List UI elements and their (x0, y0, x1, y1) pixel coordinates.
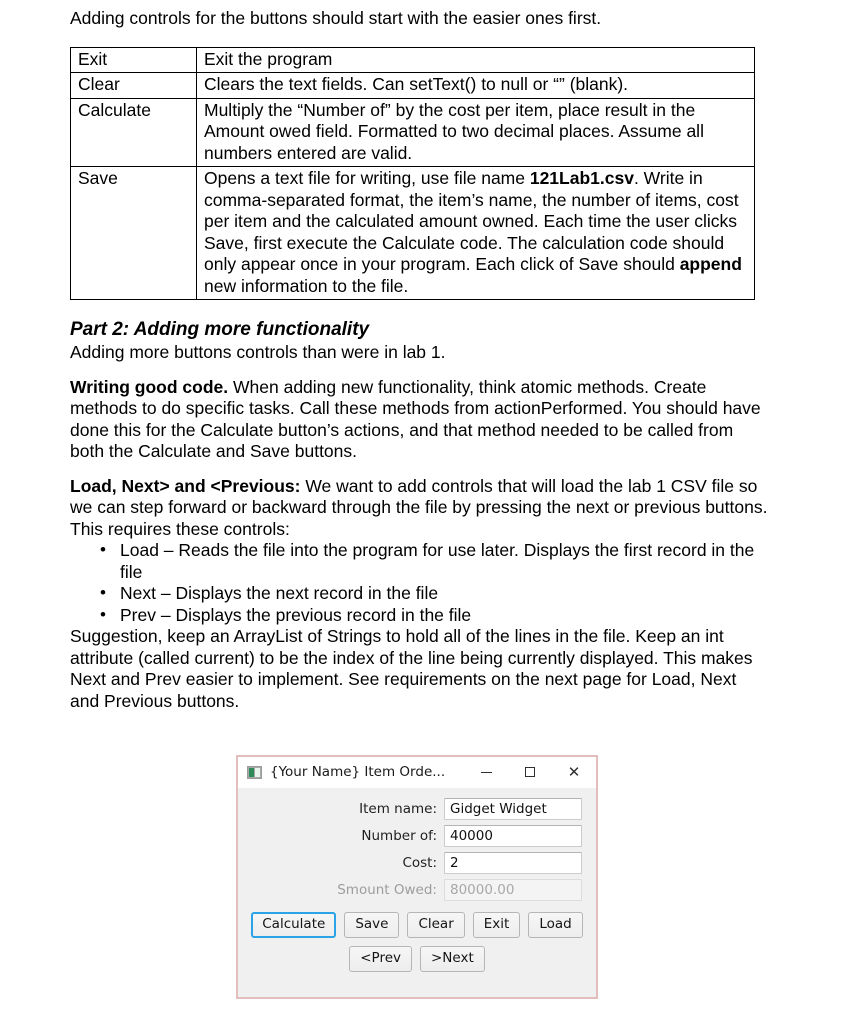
writing-good-code-lead: Writing good code. (70, 376, 229, 397)
item-order-app-window (236, 755, 598, 999)
prev-button[interactable]: <Prev (349, 946, 412, 972)
next-button[interactable]: >Next (420, 946, 485, 972)
app-window-title: {Your Name} Item Orde... (270, 764, 446, 780)
number-of-input[interactable]: 40000 (444, 825, 582, 847)
list-item: • Load – Reads the file into the program for use later. Displays the first record in the file (100, 540, 770, 583)
clear-button[interactable]: Clear (407, 912, 464, 938)
java-app-icon (247, 766, 262, 779)
list-item: • Prev – Displays the previous record in the file (100, 605, 770, 627)
table-cell-name: Calculate (71, 98, 197, 167)
table-row (71, 167, 755, 300)
number-of-label: Number of: (361, 828, 437, 844)
amount-owed-input: 80000.00 (444, 879, 582, 901)
suggestion-paragraph: Suggestion, keep an ArrayList of Strings to hold all of the lines in the file. Keep an int attribute (called current) to be the index of the line being currently displayed. This makes Next and Prev easier to implement. See requirements on the next page for Load, Next and Previous buttons. (70, 626, 753, 711)
cost-input[interactable]: 2 (444, 852, 582, 874)
requirements-table (70, 47, 755, 301)
writing-good-code-paragraph (70, 377, 770, 463)
part2-heading: Part 2: Adding more functionality (70, 319, 370, 340)
navigation-button-row (238, 946, 596, 972)
list-item: • Next – Displays the next record in the file (100, 583, 770, 605)
writing-good-code-body: When adding new functionality, think atomic methods. Create methods to do specific tasks. Call these methods from actionPerformed. You should have done this for the Calculate button’s actions, and that method needed to be called from both the Calculate and Save buttons. (70, 376, 761, 461)
close-icon[interactable]: ✕ (567, 762, 581, 781)
intro-paragraph: Adding controls for the buttons should start with the easier ones first. (70, 8, 602, 28)
table-cell-description: Clears the text fields. Can setText() to null or “” (blank). (197, 73, 755, 99)
controls-bullet-list (70, 540, 770, 626)
item-name-label: Item name: (359, 801, 437, 817)
document-body (70, 8, 770, 712)
table-row (71, 73, 755, 99)
table-cell-name: Exit (71, 47, 197, 73)
body-text: Opens a text file for writing, use file name (204, 168, 530, 188)
amount-owed-label: Smount Owed: (337, 882, 437, 898)
body-text: new information to the file. (204, 275, 409, 296)
table-row (71, 47, 755, 73)
emphasis-text: append (679, 254, 742, 274)
app-form-area (238, 788, 596, 972)
app-titlebar (238, 757, 596, 788)
table-cell-name: Clear (71, 73, 197, 99)
load-next-prev-body: We want to add controls that will load the lab 1 CSV file so we can step forward or backward through the file by pressing the next or previous buttons. This requires these controls: (70, 475, 768, 539)
body-text: . Write in comma-separated format, the item’s name, the number of items, cost per item and the calculated amount owned. Each time the user clicks Save, first execute the Calculate code. The calculation code should only appear once in your program. Each click of Save should (204, 168, 739, 274)
minimize-icon[interactable] (464, 757, 508, 787)
item-name-input[interactable]: Gidget Widget (444, 798, 582, 820)
cost-label: Cost: (402, 855, 437, 871)
load-button[interactable]: Load (528, 912, 582, 938)
calculate-button[interactable]: Calculate (251, 912, 336, 938)
form-row-amount-owed (238, 879, 596, 901)
form-row-item-name (238, 798, 596, 820)
primary-button-row (238, 912, 596, 938)
window-controls (464, 757, 596, 787)
form-row-cost (238, 852, 596, 874)
exit-button[interactable]: Exit (473, 912, 521, 938)
form-row-number-of (238, 825, 596, 847)
part2-subtitle: Adding more buttons controls than were in lab 1. (70, 342, 446, 362)
table-cell-description: Multiply the “Number of” by the cost per item, place result in the Amount owed field. Formatted to two decimal places. Assume all numbers entered are valid. (197, 98, 755, 167)
load-next-prev-lead: Load, Next> and <Previous: (70, 475, 301, 496)
load-next-prev-paragraph (70, 476, 770, 541)
table-row (71, 98, 755, 167)
table-cell-description-rich (197, 167, 755, 300)
table-cell-name: Save (71, 167, 197, 300)
save-button[interactable]: Save (344, 912, 399, 938)
emphasis-text: 121Lab1.csv (529, 168, 634, 188)
table-cell-description: Exit the program (197, 47, 755, 73)
maximize-icon[interactable] (508, 757, 552, 787)
